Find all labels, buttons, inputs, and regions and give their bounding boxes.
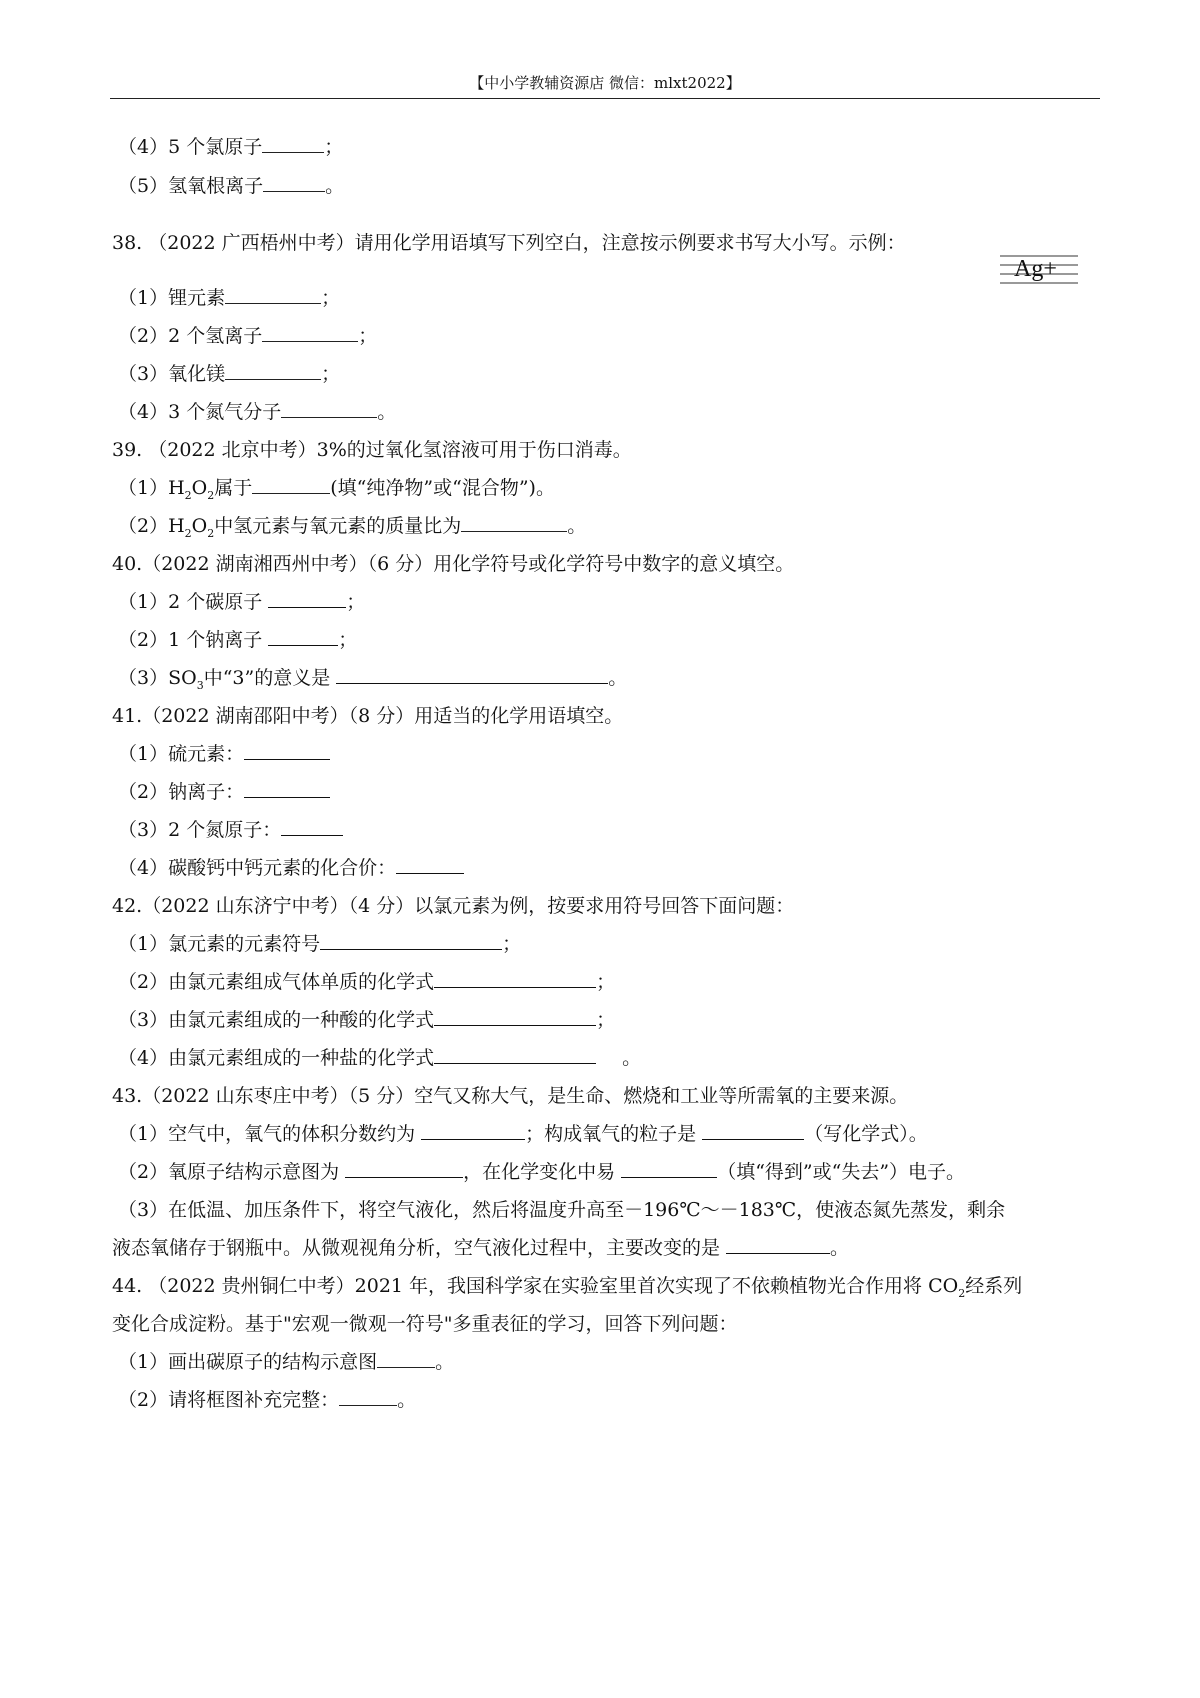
item-42-1: （1）氯元素的元素符号 ； bbox=[118, 933, 522, 955]
answer-blank[interactable] bbox=[434, 1045, 596, 1064]
answer-blank[interactable] bbox=[281, 399, 377, 418]
item-end: ； bbox=[324, 136, 344, 158]
question-44-line2: 变化合成淀粉。基于"宏观一微观一符号"多重表征的学习，回答下列问题： bbox=[112, 1313, 738, 1335]
answer-blank[interactable] bbox=[225, 361, 321, 380]
item-40-3: $(3)SO_3$中“3”的意义是 。 bbox=[118, 667, 628, 692]
item-39-2: $(2)H_2O_2$中氢元素与氧元素的质量比为 。 bbox=[118, 515, 587, 540]
answer-blank[interactable] bbox=[377, 1349, 435, 1368]
answer-blank[interactable] bbox=[320, 931, 502, 950]
item-44-1: （1）画出碳原子的结构示意图 。 bbox=[118, 1351, 455, 1373]
answer-blank[interactable] bbox=[252, 475, 330, 494]
question-38: 38. （2022 广西梧州中考）请用化学用语填写下列空白，注意按示例要求书写大小写。示例： bbox=[112, 232, 906, 254]
item-text: （4）5 个氯原子 bbox=[118, 136, 263, 158]
item-43-3-line2: 液态氧储存于钢瓶中。从微观视角分析，空气液化过程中，主要改变的是 。 bbox=[112, 1237, 850, 1259]
answer-blank[interactable] bbox=[262, 134, 324, 153]
page-header: 【中小学教辅资源店 微信：mlxt2022】 bbox=[469, 74, 741, 92]
answer-blank[interactable] bbox=[339, 1387, 397, 1406]
answer-blank[interactable] bbox=[345, 1159, 463, 1178]
header-divider bbox=[110, 98, 1100, 99]
item-41-3: （3）2 个氮原子： bbox=[118, 817, 343, 843]
answer-blank[interactable] bbox=[434, 1007, 596, 1026]
item-42-4: （4）由氯元素组成的一种盐的化学式 。 bbox=[118, 1047, 642, 1069]
item-text: （5）氢氧根离子 bbox=[118, 175, 264, 197]
item-43-1: （1）空气中，氧气的体积分数约为 ；构成氧气的粒子是 （写化学式）。 bbox=[118, 1123, 928, 1145]
question-44-line1: 44. （2022 贵州铜仁中考）2021 年，我国科学家在实验室里首次实现了不依赖植物光合作用将 $CO_2$经系列 bbox=[112, 1275, 1023, 1300]
item-44-2: （2）请将框图补充完整： 。 bbox=[118, 1389, 417, 1411]
answer-blank[interactable] bbox=[225, 285, 321, 304]
item-37-4 bbox=[118, 134, 343, 160]
answer-blank[interactable] bbox=[461, 513, 567, 532]
question-40: 40.（2022 湖南湘西州中考）（6 分）用化学符号或化学符号中数字的意义填空。 bbox=[112, 553, 795, 575]
item-40-1: （1）2 个碳原子 ； bbox=[118, 591, 366, 613]
ag-example-figure bbox=[1000, 248, 1080, 288]
item-38-1: （1）锂元素 ； bbox=[118, 287, 341, 309]
answer-blank[interactable] bbox=[263, 173, 325, 192]
item-39-1: $(1)H_2O_2$属于 (填“纯净物”或“混合物”)。 bbox=[118, 477, 555, 502]
answer-blank[interactable] bbox=[262, 323, 358, 342]
item-42-2: （2）由氯元素组成气体单质的化学式 ； bbox=[118, 971, 616, 993]
item-43-3-line1: （3）在低温、加压条件下，将空气液化，然后将温度升高至－196℃～－183℃，使液态氮先蒸发，剩余 bbox=[118, 1199, 1006, 1221]
answer-blank[interactable] bbox=[726, 1235, 830, 1254]
question-43: 43.（2022 山东枣庄中考）（5 分）空气又称大气，是生命、燃烧和工业等所需氧的主要来源。 bbox=[112, 1085, 909, 1107]
item-43-2: （2）氧原子结构示意图为 ，在化学变化中易 （填“得到”或“失去”）电子。 bbox=[118, 1161, 966, 1183]
item-41-4: （4）碳酸钙中钙元素的化合价： bbox=[118, 855, 464, 881]
answer-blank[interactable] bbox=[434, 969, 596, 988]
item-38-4: （4）3 个氮气分子 。 bbox=[118, 401, 397, 423]
answer-blank[interactable] bbox=[244, 779, 330, 798]
answer-blank[interactable] bbox=[336, 665, 608, 684]
answer-blank[interactable] bbox=[421, 1121, 525, 1140]
answer-blank[interactable] bbox=[268, 627, 338, 646]
item-end: 。 bbox=[325, 175, 345, 197]
answer-blank[interactable] bbox=[244, 741, 330, 760]
question-39: 39. （2022 北京中考）3%的过氧化氢溶液可用于伤口消毒。 bbox=[112, 439, 632, 461]
answer-blank[interactable] bbox=[268, 589, 346, 608]
item-40-2: （2）1 个钠离子 ； bbox=[118, 629, 358, 651]
ag-example-text: Ag+ bbox=[1014, 256, 1057, 282]
item-41-2: （2）钠离子： bbox=[118, 779, 330, 805]
item-41-1: （1）硫元素： bbox=[118, 741, 330, 767]
question-42: 42.（2022 山东济宁中考）（4 分）以氯元素为例，按要求用符号回答下面问题： bbox=[112, 895, 795, 917]
answer-blank[interactable] bbox=[621, 1159, 717, 1178]
answer-blank[interactable] bbox=[396, 855, 464, 874]
item-37-5 bbox=[118, 173, 344, 199]
item-42-3: （3）由氯元素组成的一种酸的化学式 ； bbox=[118, 1009, 616, 1031]
question-41: 41.（2022 湖南邵阳中考）（8 分）用适当的化学用语填空。 bbox=[112, 705, 624, 727]
item-38-3: （3）氧化镁 ； bbox=[118, 363, 341, 385]
answer-blank[interactable] bbox=[281, 817, 343, 836]
item-38-2: （2）2 个氢离子 ； bbox=[118, 325, 378, 347]
answer-blank[interactable] bbox=[702, 1121, 804, 1140]
